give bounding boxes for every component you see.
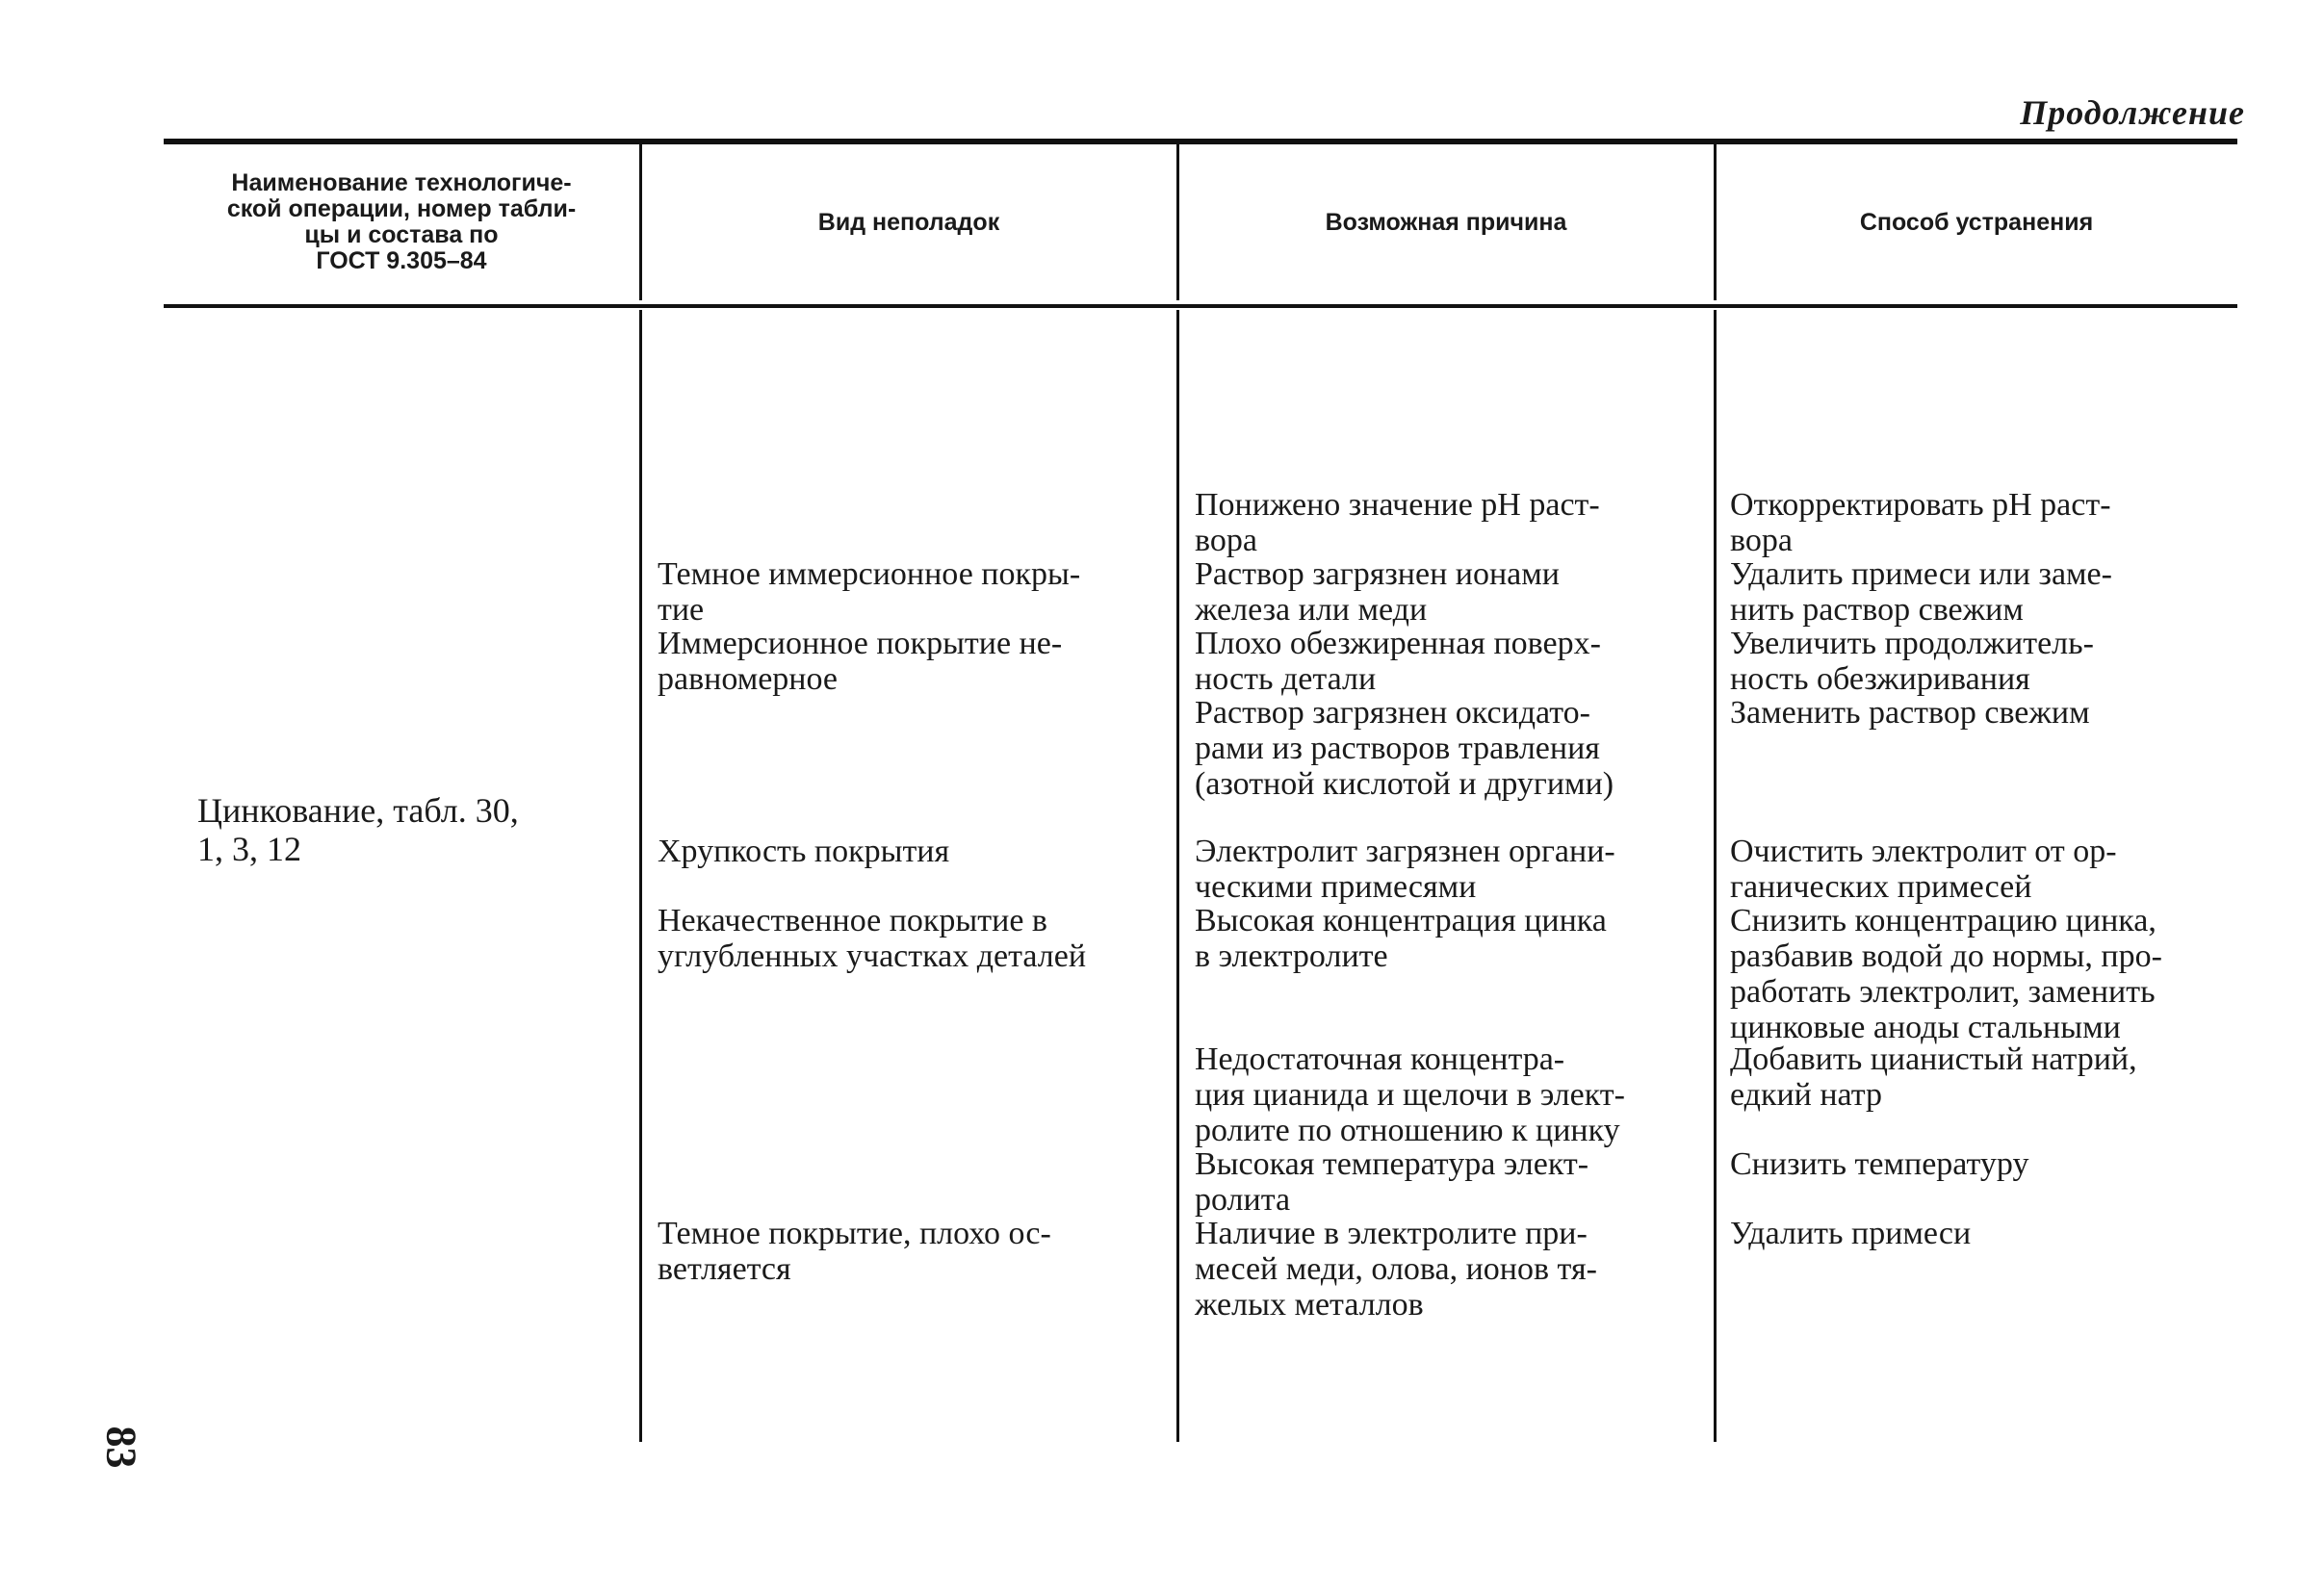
- table-header-rule: [164, 304, 2237, 308]
- remedy-cell: Очистить электролит от ор- ганических примесей: [1730, 834, 2117, 905]
- body-divider-2: [1176, 310, 1179, 1442]
- defect-cell: Некачественное покрытие в углубленных участках деталей: [658, 903, 1087, 974]
- cause-cell: Недостаточная концентра- ция цианида и щелочи в элект- ролите по отношению к цинку: [1195, 1041, 1625, 1148]
- header-divider-2: [1176, 144, 1179, 300]
- cause-cell: Понижено значение pH раст- вора: [1195, 487, 1600, 558]
- cause-cell: Наличие в электролите при- месей меди, олова, ионов тя- желых металлов: [1195, 1216, 1597, 1323]
- defect-cell: Темное иммерсионное покры- тие: [658, 556, 1081, 628]
- cause-cell: Раствор загрязнен оксидато- рами из растворов травления (азотной кислотой и другими): [1195, 695, 1614, 802]
- operation-cell: Цинкование, табл. 30, 1, 3, 12: [197, 791, 519, 868]
- cause-cell: Раствор загрязнен ионами железа или меди: [1195, 556, 1560, 628]
- remedy-cell: Снизить температуру: [1730, 1146, 2029, 1182]
- cause-cell: Электролит загрязнен органи- ческими примесями: [1195, 834, 1615, 905]
- body-divider-1: [639, 310, 642, 1442]
- remedy-cell: Откорректировать pH раст- вора: [1730, 487, 2111, 558]
- body-divider-3: [1714, 310, 1717, 1442]
- cause-cell: Высокая концентрация цинка в электролите: [1195, 903, 1607, 974]
- remedy-cell: Добавить цианистый натрий, едкий натр: [1730, 1041, 2137, 1113]
- continuation-label: Продолжение: [2020, 93, 2245, 132]
- header-divider-3: [1714, 144, 1717, 300]
- remedy-cell: Снизить концентрацию цинка, разбавив водой до нормы, про- работать электролит, заменить цинковые аноды стальными: [1730, 903, 2162, 1045]
- header-divider-1: [639, 144, 642, 300]
- remedy-cell: Заменить раствор свежим: [1730, 695, 2090, 731]
- remedy-cell: Удалить примеси или заме- нить раствор свежим: [1730, 556, 2112, 628]
- header-remedy: Способ устранения: [1859, 208, 2094, 236]
- table-top-rule: [164, 139, 2237, 144]
- cause-cell: Высокая температура элект- ролита: [1195, 1146, 1589, 1218]
- defect-cell: Иммерсионное покрытие не- равномерное: [658, 626, 1063, 697]
- cause-cell: Плохо обезжиренная поверх- ность детали: [1195, 626, 1601, 697]
- defect-cell: Темное покрытие, плохо ос- ветляется: [658, 1216, 1051, 1287]
- remedy-cell: Увеличить продолжитель- ность обезжиривания: [1730, 626, 2094, 697]
- header-defect: Вид неполадок: [817, 208, 1000, 236]
- page-number: 83: [97, 1426, 145, 1469]
- remedy-cell: Удалить примеси: [1730, 1216, 1972, 1251]
- defect-cell: Хрупкость покрытия: [658, 834, 950, 869]
- header-cause: Возможная причина: [1325, 208, 1567, 236]
- header-operation: Наименование технологиче- ской операции, номер табли- цы и состава по ГОСТ 9.305–84: [226, 169, 577, 274]
